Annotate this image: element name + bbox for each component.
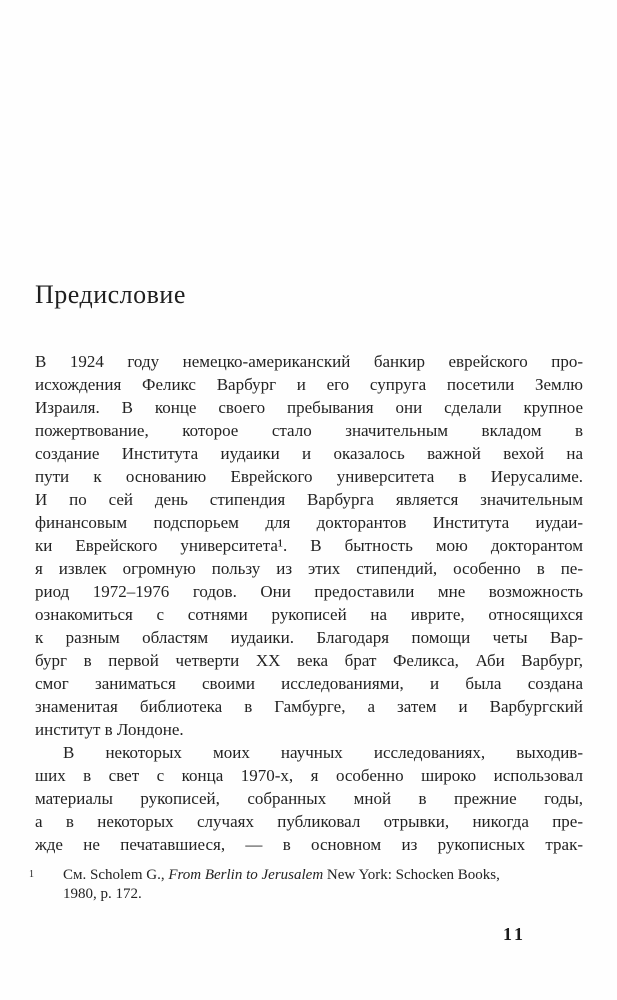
text-line: институт в Лондоне. (35, 720, 184, 739)
text-line: создание Института иудаики и оказалось важной вехой на (35, 444, 583, 463)
text-line: жде не печатавшиеся, — в основном из рукописных трак- (35, 835, 583, 854)
body-text (35, 350, 583, 856)
text-line: Израиля. В конце своего пребывания они сделали крупное (35, 398, 583, 417)
text-line: В некоторых моих научных исследованиях, выходив- (63, 743, 583, 762)
footnote (29, 866, 583, 904)
text-line: смог заниматься своими исследованиями, и была создана (35, 674, 583, 693)
text-line: И по сей день стипендия Варбурга является значительным (35, 490, 583, 509)
text-line: я извлек огромную пользу из этих стипендий, особенно в пе- (35, 559, 583, 578)
text-line: а в некоторых случаях публиковал отрывки, никогда пре- (35, 812, 583, 831)
footnote-citation-start: См. Scholem G., (63, 867, 169, 883)
chapter-heading: Предисловие (35, 280, 186, 309)
text-line: финансовым подспорьем для докторантов Института иудаи- (35, 513, 583, 532)
text-line: В 1924 году немецко-американский банкир еврейского про- (35, 352, 583, 371)
text-line: ших в свет с конца 1970-х, я особенно широко использовал (35, 766, 583, 785)
footnote-book-title: From Berlin to Jerusalem (168, 867, 324, 883)
page-number: 11 (503, 924, 527, 944)
text-line: материалы рукописей, собранных мной в прежние годы, (35, 789, 583, 808)
text-line: пожертвование, которое стало значительным вкладом в (35, 421, 583, 440)
footnote-citation-end: New York: Schocken Books, (323, 867, 500, 883)
paragraph-1 (35, 350, 583, 741)
paragraph-2 (35, 741, 583, 856)
footnote-line-2: 1980, p. 172. (63, 886, 142, 902)
text-line: пути к основанию Еврейского университета в Иерусалиме. (35, 467, 583, 486)
footnote-text (63, 866, 575, 904)
footnote-marker: 1 (29, 869, 34, 880)
text-line: ознакомиться с сотнями рукописей на иврите, относящихся (35, 605, 583, 624)
text-line: бург в первой четверти ХХ века брат Феликса, Аби Варбург, (35, 651, 583, 670)
footnote-line-1 (63, 866, 575, 885)
text-line: знаменитая библиотека в Гамбурге, а затем и Варбургский (35, 697, 583, 716)
text-line: ки Еврейского университета¹. В бытность мою докторантом (35, 536, 583, 555)
text-line: исхождения Феликс Варбург и его супруга посетили Землю (35, 375, 583, 394)
text-line: к разным областям иудаики. Благодаря помощи четы Вар- (35, 628, 583, 647)
text-line: риод 1972–1976 годов. Они предоставили мне возможность (35, 582, 583, 601)
